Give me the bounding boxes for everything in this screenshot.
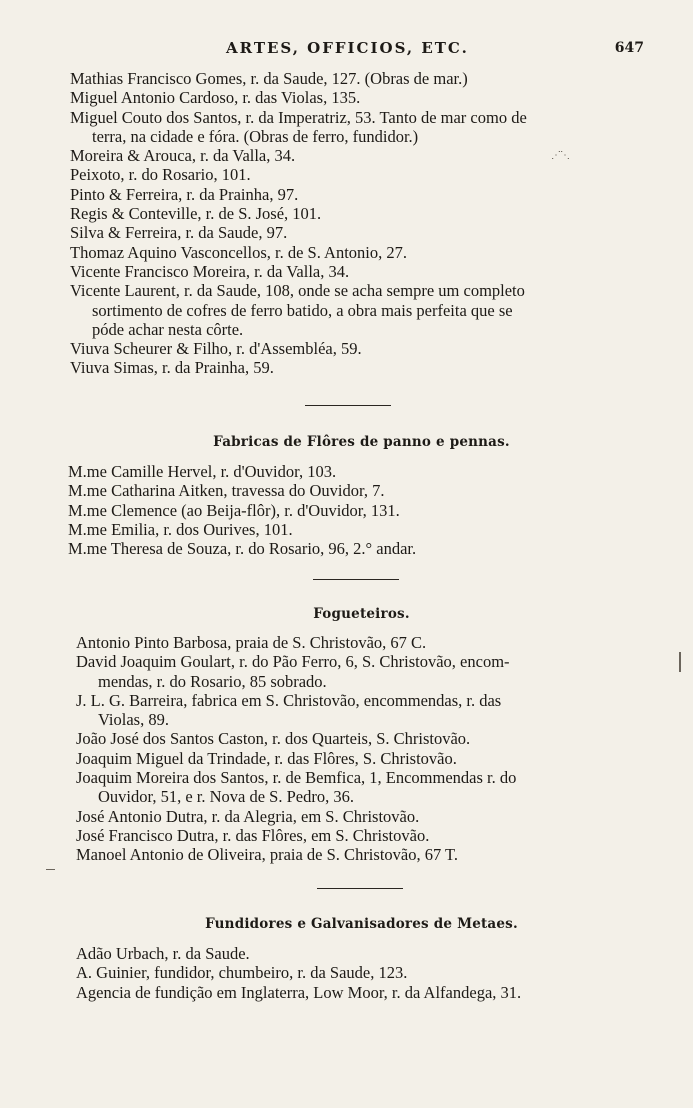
list-item (70, 165, 653, 184)
entry-line: José Francisco Dutra, r. das Flôres, em S. Christovão. (76, 825, 430, 845)
list-item (70, 262, 653, 281)
running-header (0, 39, 693, 61)
entry-line: M.me Clemence (ao Beija-flôr), r. d'Ouvidor, 131. (68, 500, 400, 520)
entry-line: M.me Emilia, r. dos Ourives, 101. (68, 519, 293, 539)
running-title: ARTES, OFFICIOS, ETC. (226, 39, 469, 57)
entry-line: Joaquim Miguel da Trindade, r. das Flôres, S. Christovão. (76, 748, 457, 768)
section-flower-factories (0, 430, 693, 558)
list-item (76, 691, 653, 730)
list-item (70, 108, 653, 147)
list-item (76, 963, 653, 982)
list-item (68, 539, 653, 558)
entry-line: Vicente Laurent, r. da Saude, 108, onde se acha sempre um completo (70, 281, 525, 301)
entry-continuation-line: sortimento de cofres de ferro batido, a obra mais perfeita que se (92, 300, 513, 320)
list-item (76, 749, 653, 768)
list-item (68, 501, 653, 520)
section-fireworks-makers (0, 602, 693, 865)
entry-line: Joaquim Moreira dos Santos, r. de Bemfica, 1, Encommendas r. do (76, 768, 517, 788)
list-item (68, 520, 653, 539)
entry-line: M.me Catharina Aitken, travessa do Ouvidor, 7. (68, 481, 385, 501)
entry-continuation-line: Ouvidor, 51, e r. Nova de S. Pedro, 36. (98, 787, 354, 807)
entry-line: João José dos Santos Caston, r. dos Quarteis, S. Christovão. (76, 729, 471, 749)
entry-line: Peixoto, r. do Rosario, 101. (70, 165, 251, 185)
entry-line: M.me Theresa de Souza, r. do Rosario, 96, 2.° andar. (68, 539, 417, 559)
entry-line: Moreira & Arouca, r. da Valla, 34. (70, 146, 296, 166)
list-item (70, 204, 653, 223)
list-item (70, 358, 653, 377)
entry-list (0, 462, 693, 558)
list-item (70, 223, 653, 242)
entry-line: M.me Camille Hervel, r. d'Ouvidor, 103. (68, 462, 337, 481)
entry-line: Vicente Francisco Moreira, r. da Valla, 34. (70, 261, 350, 281)
list-item (76, 845, 653, 864)
list-item (76, 826, 653, 845)
entry-line: Antonio Pinto Barbosa, praia de S. Christovão, 67 C. (76, 633, 427, 652)
entry-line: David Joaquim Goulart, r. do Pão Ferro, 6, S. Christovão, encom- (76, 652, 510, 672)
list-item (68, 481, 653, 500)
margin-mark (679, 652, 681, 672)
entry-continuation-line: mendas, r. do Rosario, 85 sobrado. (98, 671, 327, 691)
entry-line: A. Guinier, fundidor, chumbeiro, r. da Saude, 123. (76, 963, 408, 983)
section-heading: Fogueteiros. (313, 606, 410, 622)
entry-list (0, 69, 693, 378)
entry-line: Silva & Ferreira, r. da Saude, 97. (70, 223, 288, 243)
entry-line: Mathias Francisco Gomes, r. da Saude, 127. (Obras de mar.) (70, 69, 468, 88)
section-continued (0, 69, 693, 378)
entry-line: J. L. G. Barreira, fabrica em S. Christovão, encommendas, r. das (76, 690, 502, 710)
entry-line: Regis & Conteville, r. de S. José, 101. (70, 204, 322, 224)
entry-continuation-line: terra, na cidade e fóra. (Obras de ferro, fundidor.) (92, 126, 419, 146)
entry-line: Miguel Couto dos Santos, r. da Imperatriz, 53. Tanto de mar como de (70, 107, 527, 127)
list-item (76, 983, 653, 1002)
page-number: 647 (614, 40, 644, 56)
list-item (76, 633, 653, 652)
section-heading: Fundidores e Galvanisadores de Metaes. (205, 916, 518, 932)
entry-continuation-line: póde achar nesta côrte. (92, 319, 244, 339)
list-item (76, 807, 653, 826)
list-item (76, 652, 653, 691)
entry-line: Viuva Simas, r. da Prainha, 59. (70, 358, 274, 378)
entry-line: Miguel Antonio Cardoso, r. das Violas, 135. (70, 88, 361, 108)
section-heading: Fabricas de Flôres de panno e pennas. (213, 434, 510, 450)
list-item (70, 281, 653, 339)
list-item (70, 339, 653, 358)
list-item (70, 185, 653, 204)
list-item (70, 69, 653, 88)
section-founders (0, 912, 693, 1002)
entry-line: Thomaz Aquino Vasconcellos, r. de S. Antonio, 27. (70, 242, 408, 262)
entry-line: Pinto & Ferreira, r. da Prainha, 97. (70, 184, 299, 204)
entry-list (0, 944, 693, 1002)
list-item (76, 944, 653, 963)
entry-line: Manoel Antonio de Oliveira, praia de S. Christovão, 67 T. (76, 845, 459, 865)
list-item (76, 768, 653, 807)
list-item (70, 88, 653, 107)
list-item (76, 729, 653, 748)
section-divider (305, 405, 391, 406)
entry-line: José Antonio Dutra, r. da Alegria, em S. Christovão. (76, 806, 420, 826)
entry-line: Adão Urbach, r. da Saude. (76, 944, 250, 963)
section-divider (313, 579, 399, 580)
list-item (68, 462, 653, 481)
ink-speck-mark: ⋰⋱ (551, 150, 569, 161)
entry-list (0, 633, 693, 865)
entry-line: Agencia de fundição em Inglaterra, Low Moor, r. da Alfandega, 31. (76, 982, 522, 1002)
section-divider (317, 888, 403, 889)
entry-continuation-line: Violas, 89. (98, 710, 169, 730)
margin-mark (46, 869, 55, 870)
entry-line: Viuva Scheurer & Filho, r. d'Assembléa, 59. (70, 339, 362, 359)
list-item (70, 243, 653, 262)
